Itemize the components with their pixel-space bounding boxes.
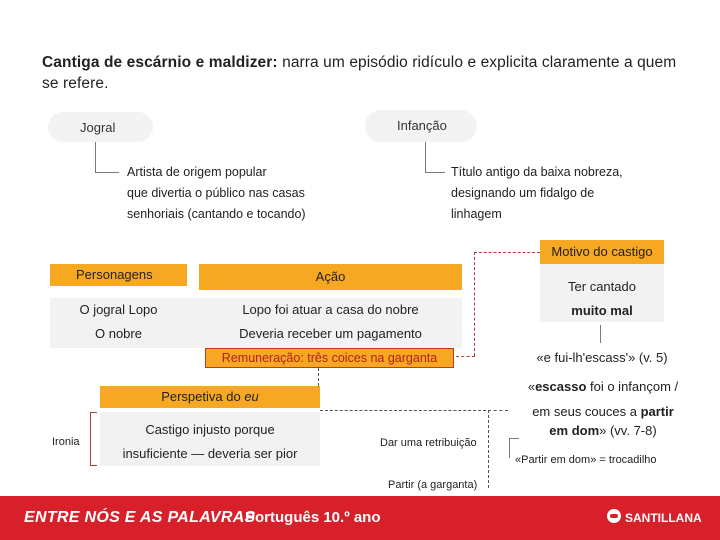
footer-bar [0, 496, 720, 540]
personagens-header-label: Personagens [76, 267, 153, 282]
infancao-pill [365, 110, 477, 142]
acao-header: Ação [199, 264, 462, 290]
jogral-connector-v [95, 142, 96, 173]
jogral-desc-line-2: que divertia o público nas casas [127, 186, 305, 200]
dash-quote-h [488, 410, 508, 411]
quote-2-g: » (vv. 7-8) [599, 423, 657, 438]
title-bold: Cantiga de escárnio e maldizer: [42, 54, 278, 71]
dash-remuneracao-h [456, 356, 475, 357]
trocadilho-bracket-v [509, 438, 510, 458]
jogral-connector-h [95, 172, 119, 173]
jogral-desc-line-3: senhoriais (cantando e tocando) [127, 207, 306, 221]
retribuicao-label: Dar uma retribuição [380, 437, 477, 449]
infancao-desc-line-1: Título antigo da baixa nobreza, [451, 165, 623, 179]
castigo-rest: porque [230, 422, 275, 437]
personagem-row-1: O jogral Lopo [79, 302, 158, 317]
trocadilho: «Partir em dom» = trocadilho [515, 454, 657, 466]
partir-label: Partir (a garganta) [388, 479, 478, 491]
dash-motivo-h [474, 252, 540, 253]
footer-book: Português 10.º ano [245, 509, 381, 526]
quote-2-b: escasso [535, 379, 587, 394]
santillana-logo-icon [607, 509, 621, 523]
quote-2-c: foi o infançom / [586, 379, 679, 394]
footer-publisher: SANTILLANA [625, 511, 702, 525]
remuneracao-box: Remuneração: três coices na garganta [205, 348, 454, 368]
motivo-header: Motivo do castigo [540, 240, 664, 264]
castigo-bold: Castigo injusto [145, 422, 231, 437]
dash-perspetiva-quote [320, 410, 486, 411]
title-rest: narra um episódio ridículo e explicita claramente a quem se refere. [42, 54, 677, 92]
motivo-box [540, 264, 664, 322]
jogral-label: Jogral [80, 120, 116, 135]
quote-2-f: em dom [549, 423, 600, 438]
infancao-desc-line-3: linhagem [451, 207, 502, 221]
infancao-description [451, 162, 623, 225]
perspetiva-label: Perspetiva do [161, 389, 245, 404]
dash-remun-perspetiva [318, 368, 319, 386]
quote-1-text: «e fui-lh'escass'» (v. 5) [536, 350, 668, 365]
infancao-connector-h [425, 172, 445, 173]
jogral-pill [48, 112, 153, 142]
motivo-line-1: Ter cantado [568, 279, 636, 294]
perspetiva-italic: eu [244, 389, 259, 404]
jogral-desc-line-1: Artista de origem popular [127, 165, 267, 179]
acao-row-2: Deveria receber um pagamento [239, 326, 422, 341]
acao-row-1: Lopo foi atuar a casa do nobre [242, 302, 419, 317]
dash-quote-v [488, 410, 489, 488]
personagens-header [50, 264, 187, 286]
perspetiva-header [100, 386, 320, 408]
dash-motivo-v [474, 252, 475, 356]
motivo-line-2: muito mal [571, 303, 633, 318]
castigo-line-2: insuficiente — deveria ser pior [122, 446, 298, 461]
quote-2-line-1 [508, 374, 698, 399]
ironia-label: Ironia [52, 436, 80, 448]
ironia-bracket [90, 412, 97, 466]
infancao-desc-line-2: designando um fidalgo de [451, 186, 595, 200]
quote-2-a: « [527, 379, 536, 394]
quote-2-e: partir [640, 404, 674, 419]
motivo-to-quote-line [600, 325, 601, 343]
infancao-connector-v [425, 142, 426, 173]
quote-2-d: em seus couces a [532, 404, 641, 419]
infancao-label: Infanção [397, 118, 447, 133]
page-title [42, 52, 682, 94]
quote-2 [508, 374, 698, 443]
trocadilho-bracket-h [509, 438, 519, 439]
footer-brand: ENTRE NÓS E AS PALAVRAS [24, 509, 256, 526]
castigo-box [100, 412, 320, 466]
castigo-line-1 [100, 422, 320, 437]
quote-1 [517, 350, 687, 365]
personagem-row-2: O nobre [95, 326, 142, 341]
jogral-description [127, 162, 306, 225]
